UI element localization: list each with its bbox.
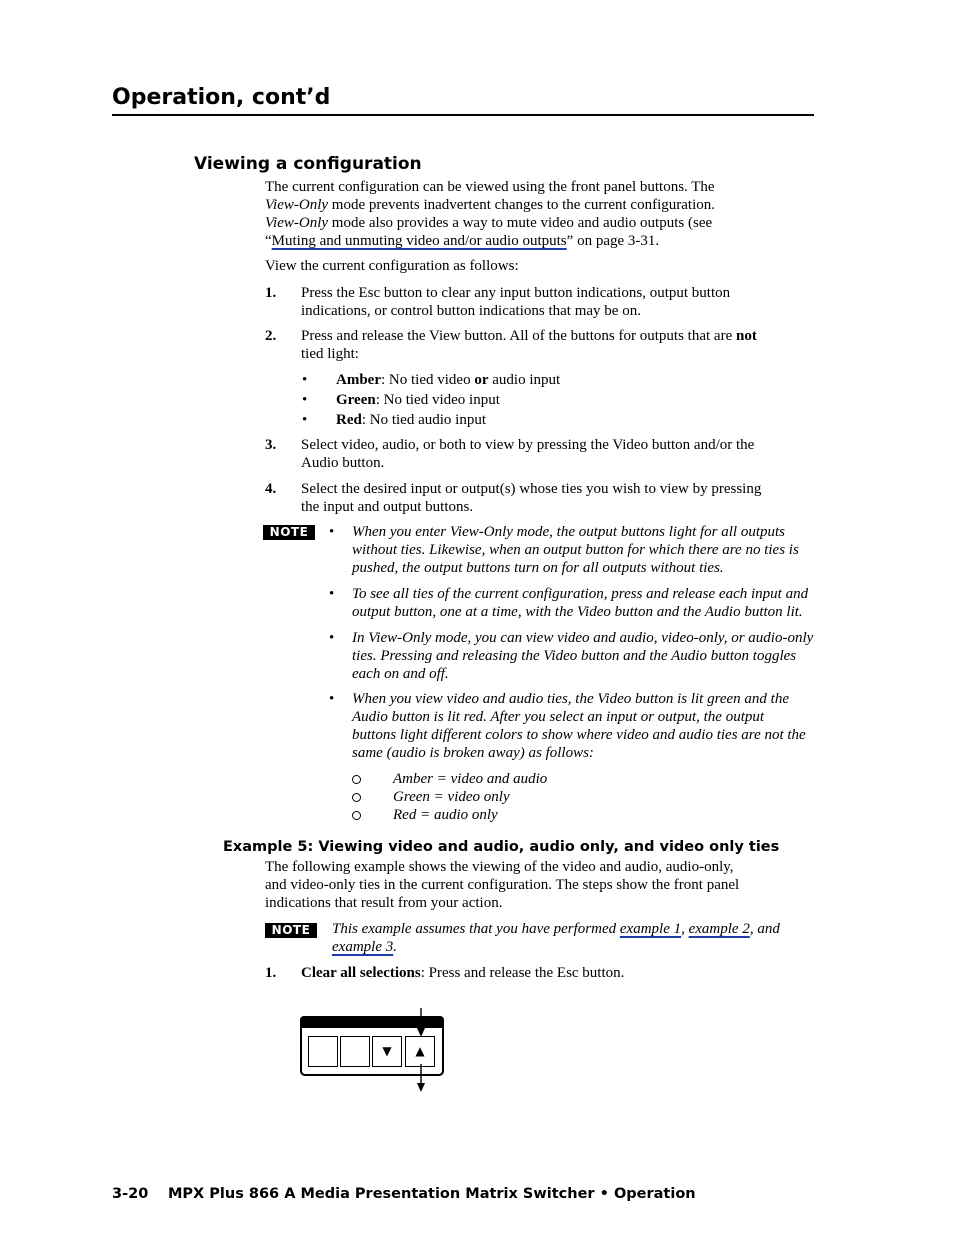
step-number: 2. [265, 328, 277, 344]
example-note: This example assumes that you have performed example 1, example 2, and example 3. [332, 921, 780, 955]
list-item: Green = video only [352, 788, 752, 806]
list-item: • Amber: No tied video or audio input [302, 372, 561, 388]
view-only-term: View-Only [265, 215, 329, 231]
step-text: Clear all selections: Press and release the Esc button. [301, 965, 625, 981]
arrow-into-button-icon [417, 1008, 425, 1037]
panel-button-down[interactable] [372, 1036, 402, 1067]
example-1-link[interactable]: example 1 [619, 921, 682, 937]
list-item: Red = audio only [352, 806, 752, 824]
list-item: • Green: No tied video input [302, 392, 500, 408]
footer-page-number: 3-20 [112, 1186, 149, 1202]
step-text: Press and release the View button. All of the buttons for outputs that are not tied light: [301, 328, 757, 362]
section-heading: Viewing a configuration [194, 154, 422, 174]
step-number: 3. [265, 437, 277, 453]
down-arrow-icon: ▼ [382, 1044, 392, 1058]
bullet-list [301, 371, 701, 431]
note-item: • When you view video and audio ties, the Video button is lit green and the Audio button is lit red. After you select an input or output, the output buttons light different colors to show where video and audio ties are not the same (audio is broken away) as follows: [329, 691, 806, 761]
step-text: Select the desired input or output(s) whose ties you wish to view by pressing the input and output buttons. [301, 481, 762, 515]
note-item: • In View-Only mode, you can view video and audio, video-only, or audio-only ties. Pressing and releasing the Video button and the Audio button toggles each on and off. [329, 630, 814, 682]
note-badge: NOTE [265, 923, 317, 938]
step-number: 1. [265, 965, 277, 981]
lead-text: View the current configuration as follows: [265, 258, 519, 274]
footer-title: MPX Plus 866 A Media Presentation Matrix Switcher • Operation [168, 1186, 696, 1202]
step-text: Select video, audio, or both to view by pressing the Video button and/or the Audio button. [301, 437, 755, 471]
step-number: 1. [265, 285, 277, 301]
example-3-link[interactable]: example 3 [332, 939, 394, 955]
arrow-out-of-button-icon [417, 1064, 425, 1092]
muting-link[interactable]: Muting and unmuting video and/or audio outputs [271, 233, 567, 249]
page-title: Operation, cont’d [112, 85, 331, 110]
intro-paragraph: The current configuration can be viewed using the front panel buttons. The View-Only mode prevents inadvertent changes to the current configuration. View-Only mode also provides a way to mute video and audio outputs (see “Muting and unmuting video and/or audio outputs” on page 3-31. [265, 179, 715, 249]
view-only-term: View-Only [265, 197, 329, 213]
up-arrow-icon: ▲ [415, 1044, 425, 1058]
circle-bullet-icon [352, 793, 361, 802]
sub-list [352, 770, 752, 824]
step-number: 4. [265, 481, 277, 497]
circle-bullet-icon [352, 775, 361, 784]
example-2-link[interactable]: example 2 [688, 921, 750, 937]
circle-bullet-icon [352, 811, 361, 820]
panel-button[interactable] [308, 1036, 338, 1067]
list-item: Amber = video and audio [352, 770, 752, 788]
header-rule [112, 114, 814, 116]
note-badge: NOTE [263, 525, 315, 540]
step-text: Press the Esc button to clear any input button indications, output button indications, or control button indications that may be on. [301, 285, 731, 319]
example-heading: Example 5: Viewing video and audio, audio only, and video only ties [223, 839, 780, 855]
note-item: • To see all ties of the current configuration, press and release each input and output button, one at a time, with the Video button and the Audio button lit. [329, 586, 809, 620]
panel-button[interactable] [340, 1036, 370, 1067]
note-item: • When you enter View-Only mode, the output buttons light for all outputs without ties. Likewise, when an output button for which there are no ties is pushed, the output buttons turn on for all outputs without ties. [329, 524, 799, 576]
list-item: • Red: No tied audio input [302, 412, 486, 428]
example-intro: The following example shows the viewing of the video and audio, audio-only, and video-only ties in the current configuration. The steps show the front panel indications that result from your action. [265, 859, 740, 911]
indicator-arrows [410, 1006, 434, 1094]
